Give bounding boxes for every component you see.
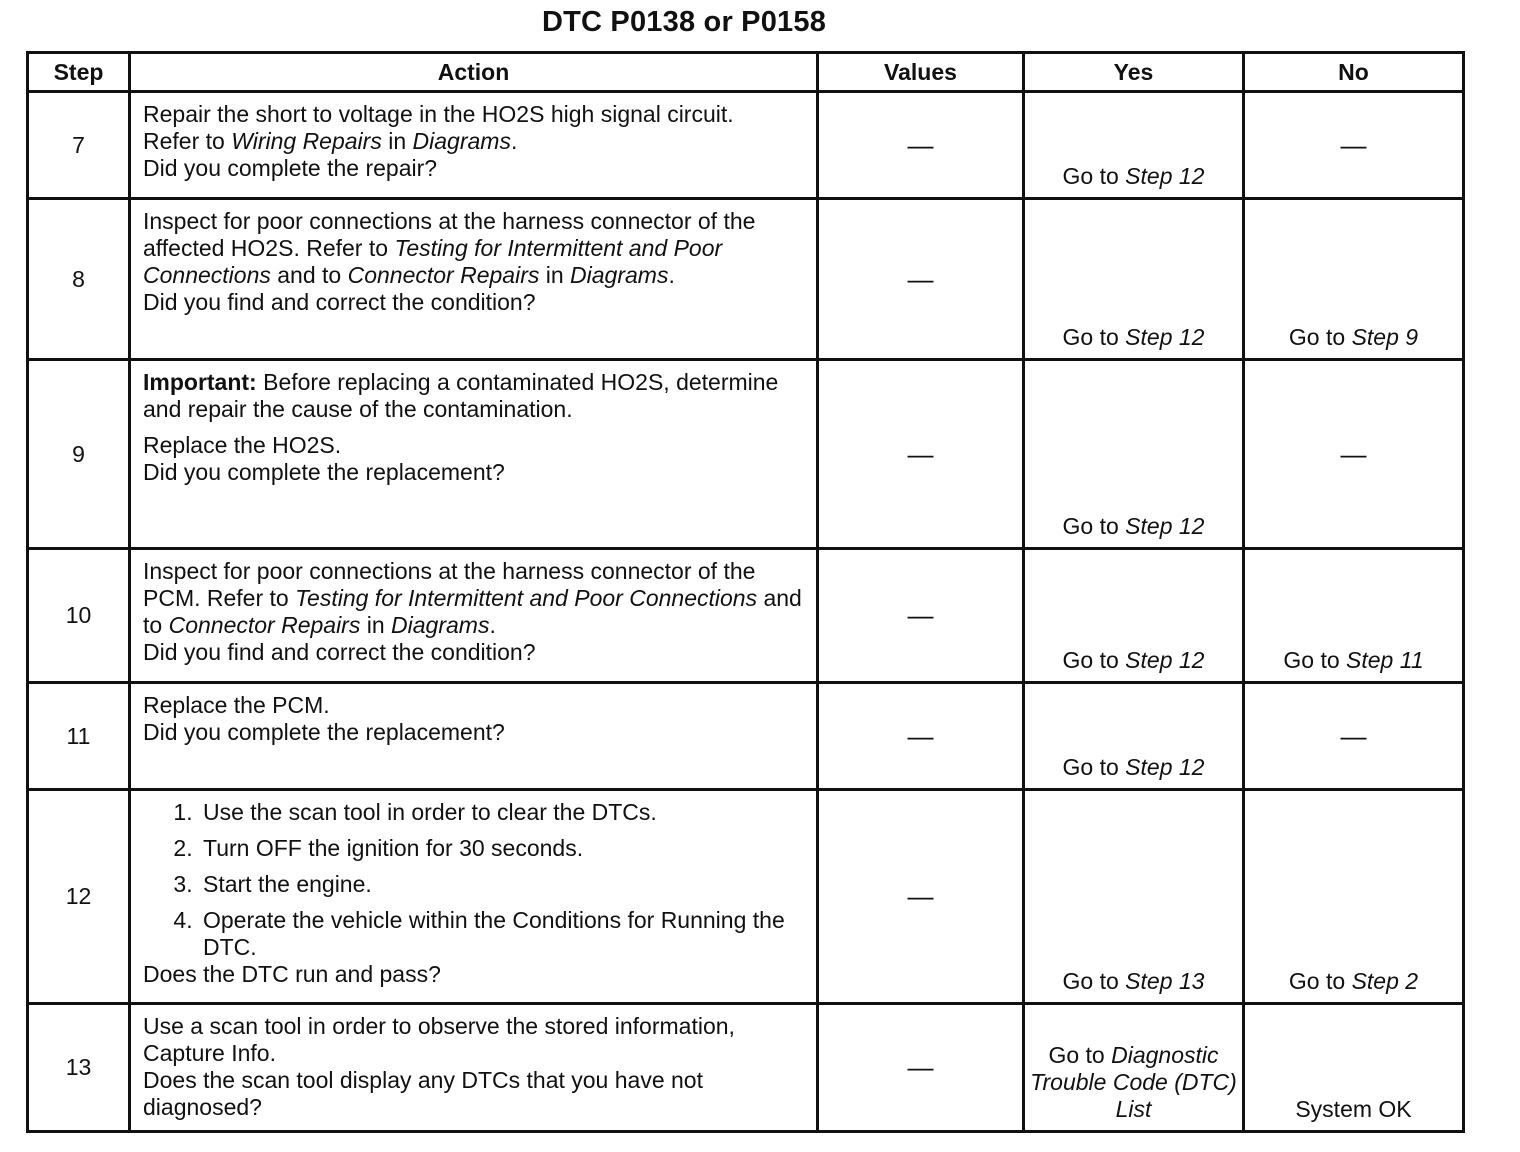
yes-cell: Go to Step 12 — [1024, 360, 1244, 549]
table-row — [28, 1004, 1464, 1132]
action-text: Replace the PCM. — [143, 692, 330, 718]
table-row — [28, 790, 1464, 1004]
yes-cell: Go to Diagnostic Trouble Code (DTC) List — [1024, 1004, 1244, 1132]
values-cell: — — [818, 360, 1024, 549]
header-action: Action — [130, 53, 818, 92]
yes-cell: Go to Step 12 — [1024, 92, 1244, 199]
yes-cell: Go to Step 13 — [1024, 790, 1244, 1004]
action-cell — [130, 549, 818, 683]
action-question: Does the DTC run and pass? — [143, 961, 441, 987]
step-number: 7 — [28, 92, 130, 199]
procedure-list — [143, 799, 806, 961]
yes-cell: Go to Step 12 — [1024, 683, 1244, 790]
step-number: 9 — [28, 360, 130, 549]
action-question: Did you find and correct the condition? — [143, 639, 536, 665]
list-item: 4. Operate the vehicle within the Conditions for Running the DTC. — [199, 907, 806, 961]
table-row — [28, 199, 1464, 360]
values-cell: — — [818, 790, 1024, 1004]
table-row — [28, 683, 1464, 790]
action-question: Does the scan tool display any DTCs that you have not diagnosed? — [143, 1067, 703, 1120]
list-item: 2. Turn OFF the ignition for 30 seconds. — [199, 835, 806, 862]
values-cell: — — [818, 549, 1024, 683]
action-cell — [130, 199, 818, 360]
no-cell: System OK — [1244, 1004, 1464, 1132]
values-cell: — — [818, 683, 1024, 790]
yes-cell: Go to Step 12 — [1024, 199, 1244, 360]
important-note: Important: Before replacing a contaminated HO2S, determine and repair the cause of the contamination. — [143, 369, 779, 422]
action-cell — [130, 683, 818, 790]
header-row — [28, 53, 1464, 92]
no-cell: — — [1244, 360, 1464, 549]
step-number: 12 — [28, 790, 130, 1004]
table-row — [28, 92, 1464, 199]
no-cell: — — [1244, 683, 1464, 790]
no-cell: — — [1244, 92, 1464, 199]
action-text: Replace the HO2S. — [143, 432, 342, 458]
action-question: Did you complete the replacement? — [143, 459, 505, 485]
action-text: Inspect for poor connections at the harness connector of the affected HO2S. Refer to Testing for Intermittent and Poor Connections and to Connector Repairs in Diagrams. — [143, 208, 756, 288]
list-item: 1. Use the scan tool in order to clear the DTCs. — [199, 799, 806, 826]
diagnostic-table — [26, 51, 1465, 1133]
header-no: No — [1244, 53, 1464, 92]
no-cell: Go to Step 9 — [1244, 199, 1464, 360]
no-cell: Go to Step 11 — [1244, 549, 1464, 683]
action-question: Did you find and correct the condition? — [143, 289, 536, 315]
action-text: Use a scan tool in order to observe the stored information, Capture Info. — [143, 1013, 735, 1066]
table-row — [28, 549, 1464, 683]
list-item: 3. Start the engine. — [199, 871, 806, 898]
step-number: 8 — [28, 199, 130, 360]
no-cell: Go to Step 2 — [1244, 790, 1464, 1004]
step-number: 13 — [28, 1004, 130, 1132]
action-cell — [130, 790, 818, 1004]
step-number: 11 — [28, 683, 130, 790]
values-cell: — — [818, 1004, 1024, 1132]
header-values: Values — [818, 53, 1024, 92]
action-cell — [130, 360, 818, 549]
action-text: Inspect for poor connections at the harness connector of the PCM. Refer to Testing for Intermittent and Poor Connections and to Connector Repairs in Diagrams. — [143, 558, 802, 638]
action-cell — [130, 92, 818, 199]
table-row — [28, 360, 1464, 549]
header-step: Step — [28, 53, 130, 92]
values-cell: — — [818, 199, 1024, 360]
step-number: 10 — [28, 549, 130, 683]
action-question: Did you complete the replacement? — [143, 719, 505, 745]
values-cell: — — [818, 92, 1024, 199]
page-title: DTC P0138 or P0158 — [541, 6, 827, 38]
action-cell — [130, 1004, 818, 1132]
header-yes: Yes — [1024, 53, 1244, 92]
action-text: Repair the short to voltage in the HO2S high signal circuit. Refer to Wiring Repairs in Diagrams. — [143, 101, 734, 154]
yes-cell: Go to Step 12 — [1024, 549, 1244, 683]
action-question: Did you complete the repair? — [143, 155, 438, 181]
